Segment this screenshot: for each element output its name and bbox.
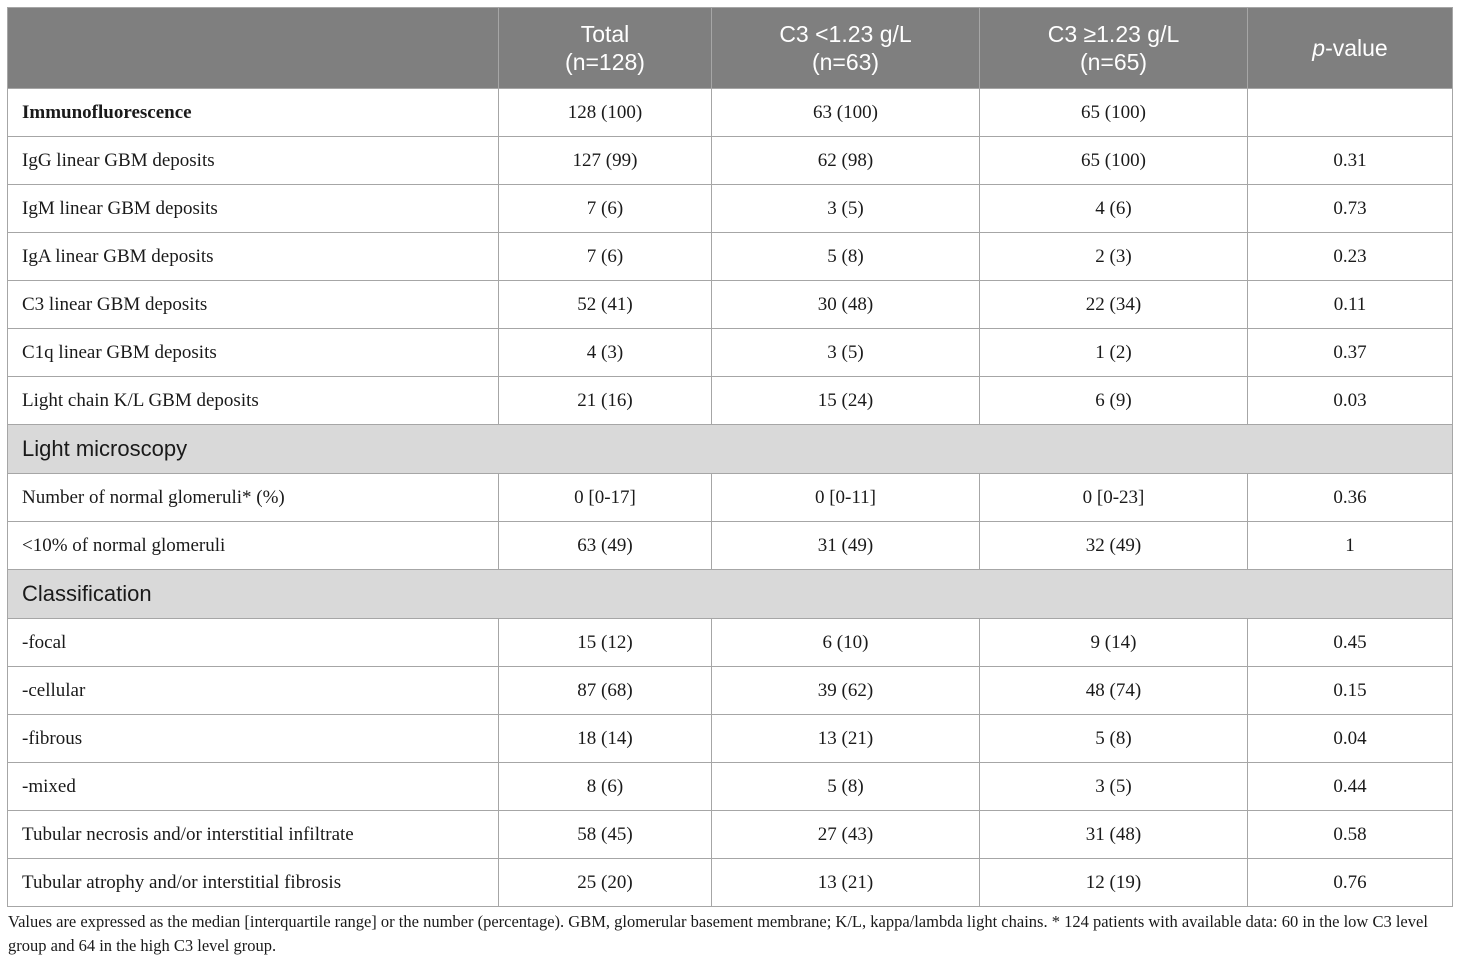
- cell-total: 18 (14): [499, 715, 712, 763]
- row-label: -fibrous: [8, 715, 499, 763]
- cell-low-c3: 39 (62): [712, 667, 980, 715]
- cell-total: 8 (6): [499, 763, 712, 811]
- cell-pvalue: 0.04: [1248, 715, 1453, 763]
- cell-pvalue: 0.36: [1248, 474, 1453, 522]
- cell-pvalue: [1248, 89, 1453, 137]
- table-row: [8, 619, 1453, 667]
- cell-high-c3: 65 (100): [980, 89, 1248, 137]
- row-label: IgM linear GBM deposits: [8, 185, 499, 233]
- cell-pvalue: 0.45: [1248, 619, 1453, 667]
- cell-low-c3: 6 (10): [712, 619, 980, 667]
- section-row: [8, 425, 1453, 474]
- header-pvalue-rest: -value: [1325, 35, 1388, 61]
- cell-pvalue: 0.03: [1248, 377, 1453, 425]
- cell-pvalue: 0.23: [1248, 233, 1453, 281]
- table-row: [8, 89, 1453, 137]
- table-row: [8, 377, 1453, 425]
- cell-high-c3: 1 (2): [980, 329, 1248, 377]
- cell-total: 128 (100): [499, 89, 712, 137]
- cell-total: 25 (20): [499, 859, 712, 907]
- cell-high-c3: 4 (6): [980, 185, 1248, 233]
- cell-low-c3: 3 (5): [712, 329, 980, 377]
- section-title: Classification: [8, 570, 1453, 619]
- cell-pvalue: 0.58: [1248, 811, 1453, 859]
- row-label: <10% of normal glomeruli: [8, 522, 499, 570]
- row-label: Number of normal glomeruli* (%): [8, 474, 499, 522]
- row-label: -focal: [8, 619, 499, 667]
- cell-pvalue: 0.11: [1248, 281, 1453, 329]
- row-label: -cellular: [8, 667, 499, 715]
- table-row: [8, 281, 1453, 329]
- cell-pvalue: 0.15: [1248, 667, 1453, 715]
- cell-low-c3: 15 (24): [712, 377, 980, 425]
- header-high-c3-label: C3 ≥1.23 g/L: [1047, 21, 1180, 47]
- row-label: Immunofluorescence: [8, 89, 499, 137]
- cell-low-c3: 0 [0-11]: [712, 474, 980, 522]
- cell-low-c3: 3 (5): [712, 185, 980, 233]
- row-label: -mixed: [8, 763, 499, 811]
- cell-total: 52 (41): [499, 281, 712, 329]
- cell-low-c3: 31 (49): [712, 522, 980, 570]
- cell-pvalue: 0.44: [1248, 763, 1453, 811]
- cell-total: 4 (3): [499, 329, 712, 377]
- cell-low-c3: 13 (21): [712, 859, 980, 907]
- row-label: Light chain K/L GBM deposits: [8, 377, 499, 425]
- table-row: [8, 859, 1453, 907]
- table-footnote: Values are expressed as the median [interquartile range] or the number (percentage). GBM, glomerular basement membrane; K/L, kappa/lambda light chains. * 124 patients with available data: 60 in the low C3 level group and 64 in the high C3 level group.: [8, 912, 1428, 955]
- header-total: [499, 8, 712, 89]
- cell-high-c3: 6 (9): [980, 377, 1248, 425]
- header-total-label: Total: [580, 21, 630, 47]
- row-label: Tubular necrosis and/or interstitial infiltrate: [8, 811, 499, 859]
- cell-total: 63 (49): [499, 522, 712, 570]
- cell-total: 15 (12): [499, 619, 712, 667]
- cell-high-c3: 3 (5): [980, 763, 1248, 811]
- table-body: [8, 89, 1453, 907]
- header-low-c3-n: (n=63): [811, 49, 880, 75]
- cell-low-c3: 5 (8): [712, 233, 980, 281]
- cell-low-c3: 30 (48): [712, 281, 980, 329]
- cell-low-c3: 27 (43): [712, 811, 980, 859]
- table-row: [8, 522, 1453, 570]
- header-total-n: (n=128): [565, 49, 645, 75]
- header-low-c3-label: C3 <1.23 g/L: [779, 21, 912, 47]
- row-label: IgG linear GBM deposits: [8, 137, 499, 185]
- cell-pvalue: 0.73: [1248, 185, 1453, 233]
- table-row: [8, 185, 1453, 233]
- row-label: IgA linear GBM deposits: [8, 233, 499, 281]
- cell-total: 7 (6): [499, 233, 712, 281]
- cell-high-c3: 9 (14): [980, 619, 1248, 667]
- cell-low-c3: 13 (21): [712, 715, 980, 763]
- cell-high-c3: 65 (100): [980, 137, 1248, 185]
- row-label: C3 linear GBM deposits: [8, 281, 499, 329]
- cell-high-c3: 12 (19): [980, 859, 1248, 907]
- cell-total: 21 (16): [499, 377, 712, 425]
- cell-low-c3: 62 (98): [712, 137, 980, 185]
- table-row: [8, 137, 1453, 185]
- row-label: C1q linear GBM deposits: [8, 329, 499, 377]
- cell-total: 7 (6): [499, 185, 712, 233]
- cell-high-c3: 31 (48): [980, 811, 1248, 859]
- header-pvalue-p: p: [1312, 35, 1326, 61]
- cell-high-c3: 0 [0-23]: [980, 474, 1248, 522]
- header-row: [8, 8, 1453, 89]
- cell-high-c3: 32 (49): [980, 522, 1248, 570]
- cell-total: 127 (99): [499, 137, 712, 185]
- cell-low-c3: 5 (8): [712, 763, 980, 811]
- cell-high-c3: 22 (34): [980, 281, 1248, 329]
- header-pvalue: [1248, 8, 1453, 89]
- table-row: [8, 763, 1453, 811]
- table-row: [8, 474, 1453, 522]
- table-container: [7, 7, 1452, 958]
- section-title: Light microscopy: [8, 425, 1453, 474]
- table-row: [8, 233, 1453, 281]
- data-table: [7, 7, 1453, 907]
- table-row: [8, 715, 1453, 763]
- header-low-c3: [712, 8, 980, 89]
- cell-low-c3: 63 (100): [712, 89, 980, 137]
- cell-pvalue: 0.31: [1248, 137, 1453, 185]
- header-high-c3-n: (n=65): [1079, 49, 1148, 75]
- cell-high-c3: 48 (74): [980, 667, 1248, 715]
- cell-total: 0 [0-17]: [499, 474, 712, 522]
- table-row: [8, 811, 1453, 859]
- section-row: [8, 570, 1453, 619]
- cell-total: 58 (45): [499, 811, 712, 859]
- cell-high-c3: 2 (3): [980, 233, 1248, 281]
- table-row: [8, 667, 1453, 715]
- cell-total: 87 (68): [499, 667, 712, 715]
- cell-high-c3: 5 (8): [980, 715, 1248, 763]
- row-label: Tubular atrophy and/or interstitial fibrosis: [8, 859, 499, 907]
- cell-pvalue: 1: [1248, 522, 1453, 570]
- header-variable: [8, 8, 499, 89]
- cell-pvalue: 0.76: [1248, 859, 1453, 907]
- table-row: [8, 329, 1453, 377]
- cell-pvalue: 0.37: [1248, 329, 1453, 377]
- header-high-c3: [980, 8, 1248, 89]
